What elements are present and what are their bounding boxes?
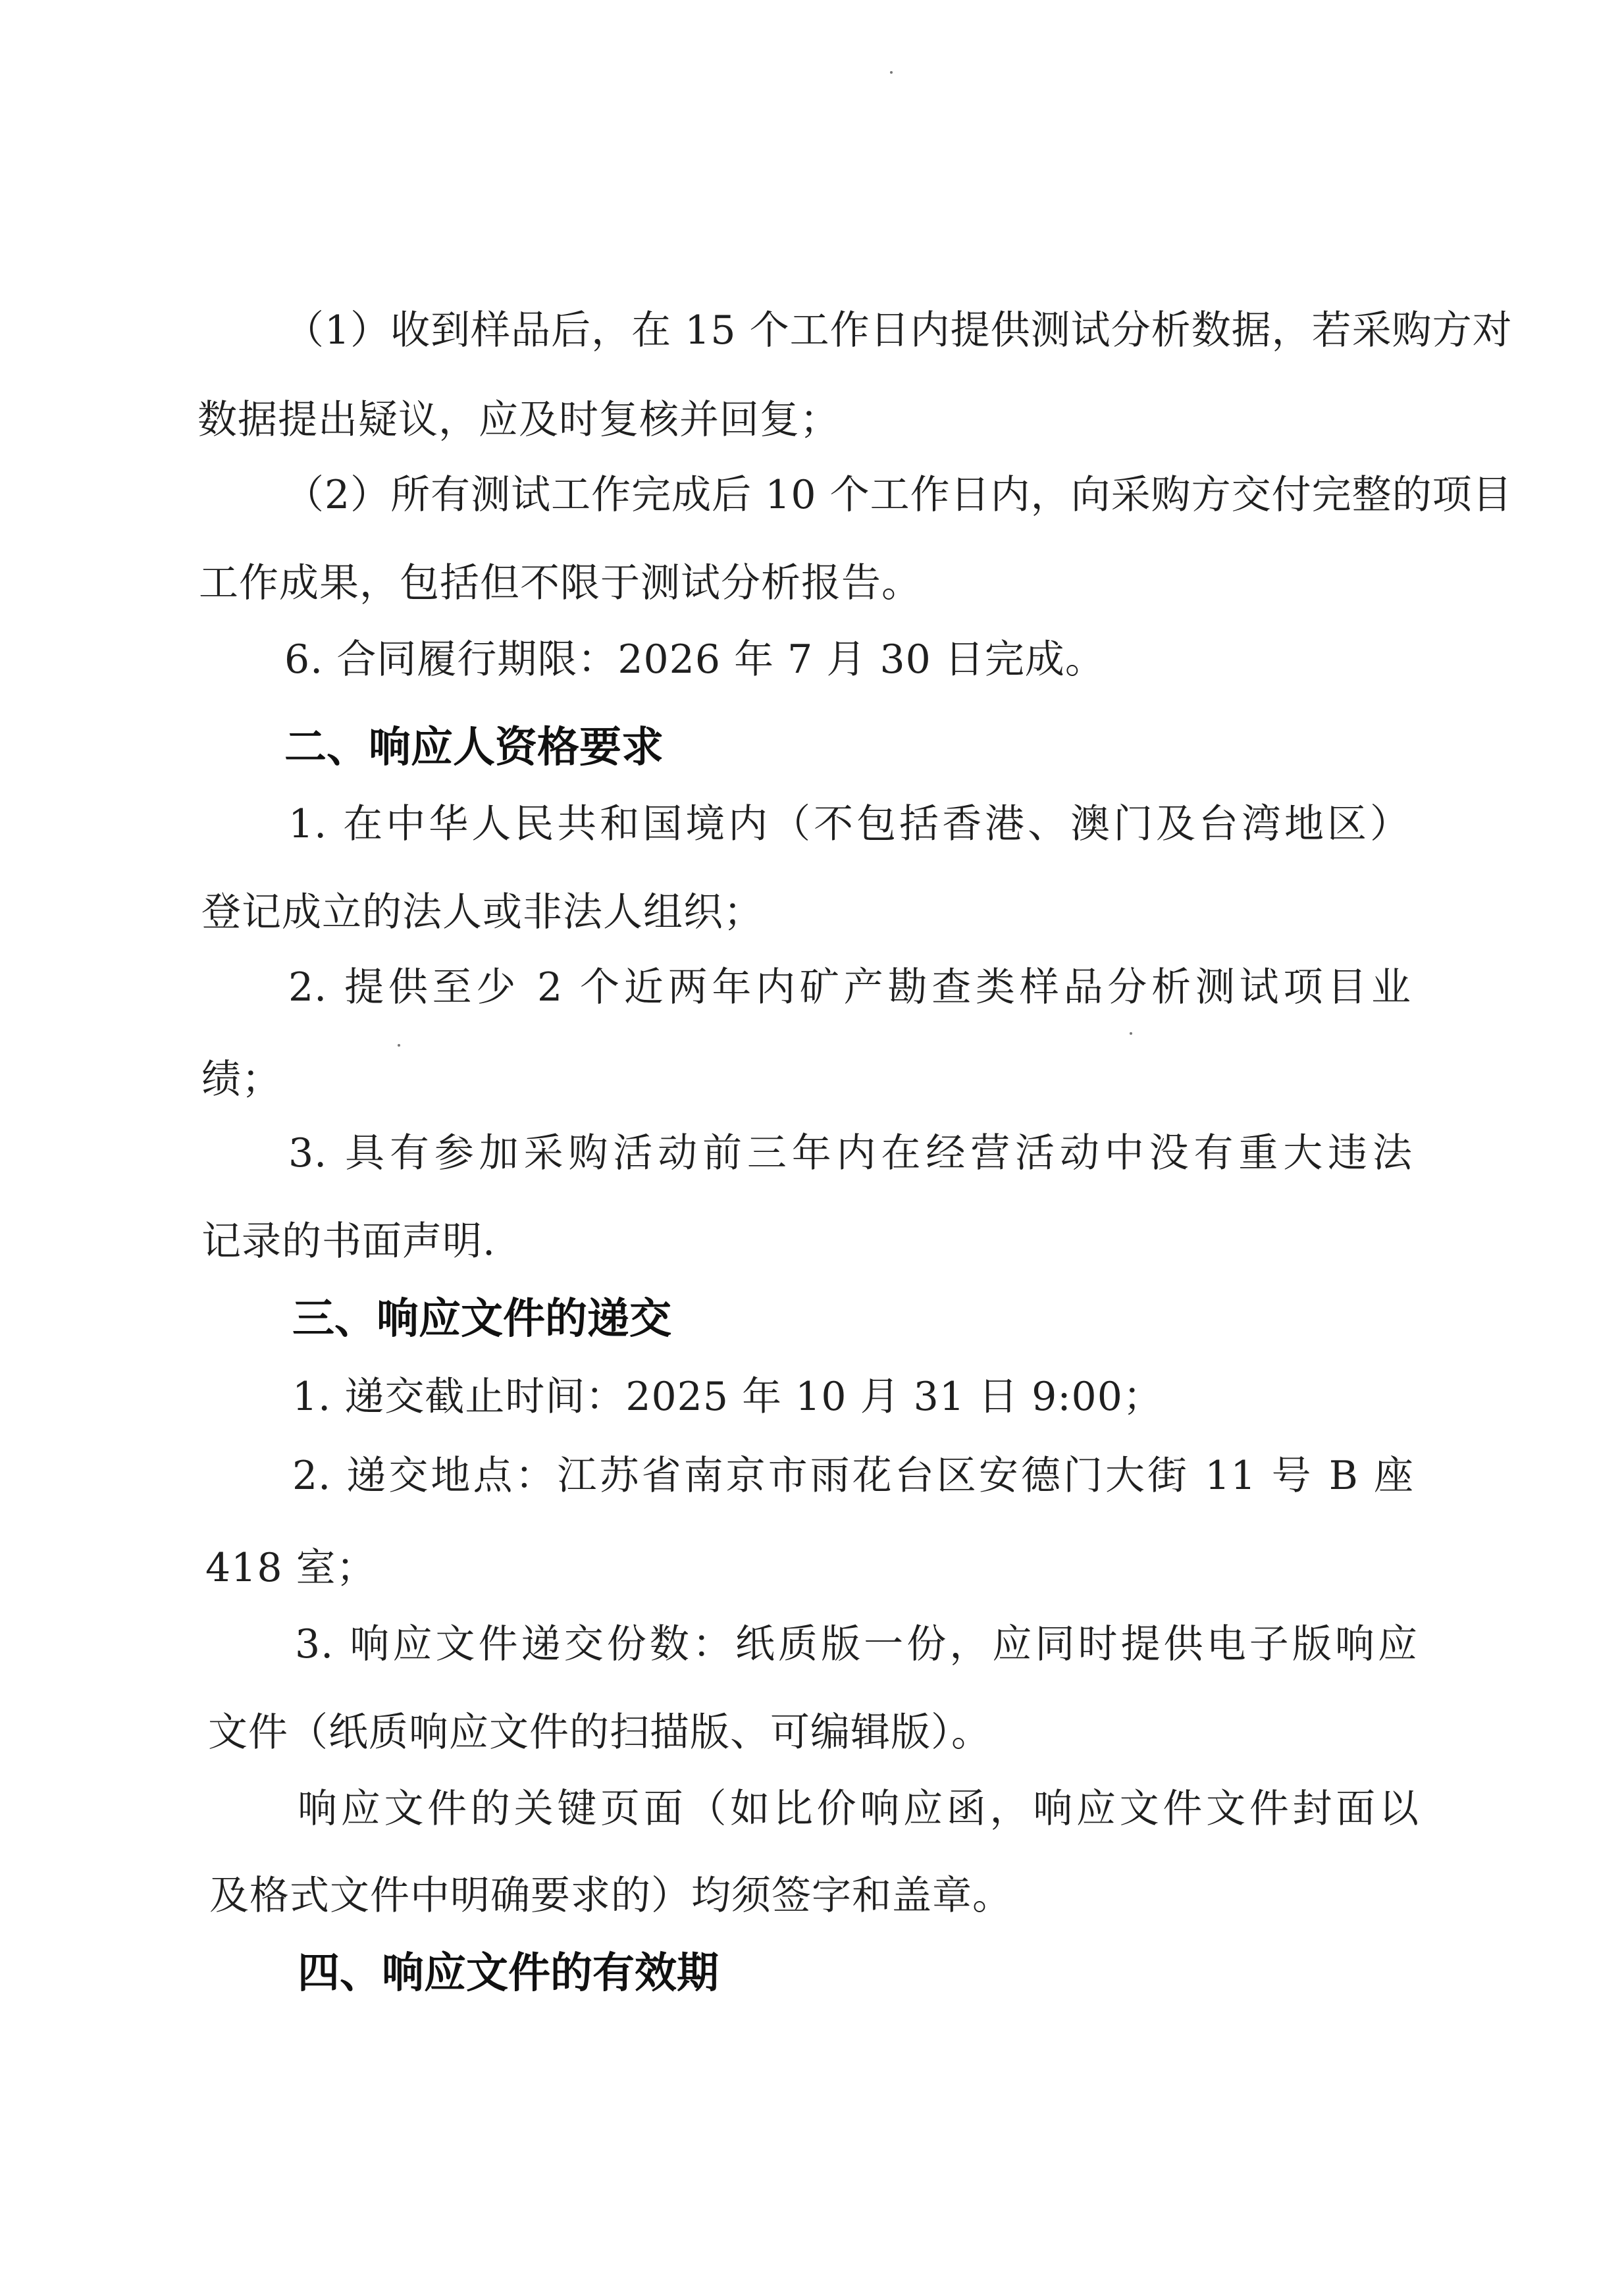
section-3-heading: 三、响应文件的递交	[292, 1295, 671, 1344]
paragraph-3: 6. 合同履行期限：2026 年 7 月 30 日完成。	[284, 637, 1105, 683]
paragraph-1-line-2: 数据提出疑议，应及时复核并回复；	[197, 397, 840, 443]
scan-speck	[398, 1044, 400, 1047]
section-3-item-2-line-1: 2. 递交地点：江苏省南京市雨花台区安德门大街 11 号 B 座	[292, 1453, 1414, 1499]
paragraph-2-line-2: 工作成果，包括但不限于测试分析报告。	[199, 560, 922, 606]
section-2-item-1-line-2: 登记成立的法人或非法人组织；	[201, 889, 764, 935]
section-3-item-2-line-2: 418 室；	[205, 1545, 377, 1591]
section-2-item-2-line-2: 绩；	[201, 1057, 282, 1103]
scan-speck	[1130, 1032, 1132, 1035]
section-3-note-line-1: 响应文件的关键页面（如比价响应函，响应文件文件封面以	[298, 1786, 1419, 1832]
section-2-item-3-line-2: 记录的书面声明.	[201, 1218, 496, 1265]
paragraph-1-line-1: （1）收到样品后，在 15 个工作日内提供测试分析数据，若采购方对	[284, 307, 1513, 353]
scan-speck	[890, 71, 893, 74]
section-2-item-3-line-1: 3. 具有参加采购活动前三年内在经营活动中没有重大违法	[288, 1130, 1413, 1176]
section-3-item-3-line-1: 3. 响应文件递交份数：纸质版一份，应同时提供电子版响应	[295, 1621, 1418, 1667]
section-3-note-line-2: 及格式文件中明确要求的）均须签字和盖章。	[209, 1873, 1012, 1919]
section-2-item-2-line-1: 2. 提供至少 2 个近两年内矿产勘查类样品分析测试项目业	[288, 964, 1411, 1010]
section-4-heading: 四、响应文件的有效期	[298, 1949, 719, 1998]
section-2-item-1-line-1: 1. 在中华人民共和国境内（不包括香港、澳门及台湾地区）	[288, 801, 1410, 847]
section-3-item-1: 1. 递交截止时间：2025 年 10 月 31 日 9:00；	[292, 1374, 1163, 1420]
paragraph-2-line-1: （2）所有测试工作完成后 10 个工作日内，向采购方交付完整的项目	[284, 472, 1513, 518]
section-3-item-3-line-2: 文件（纸质响应文件的扫描版、可编辑版）。	[208, 1709, 991, 1756]
section-2-heading: 二、响应人资格要求	[284, 723, 664, 772]
